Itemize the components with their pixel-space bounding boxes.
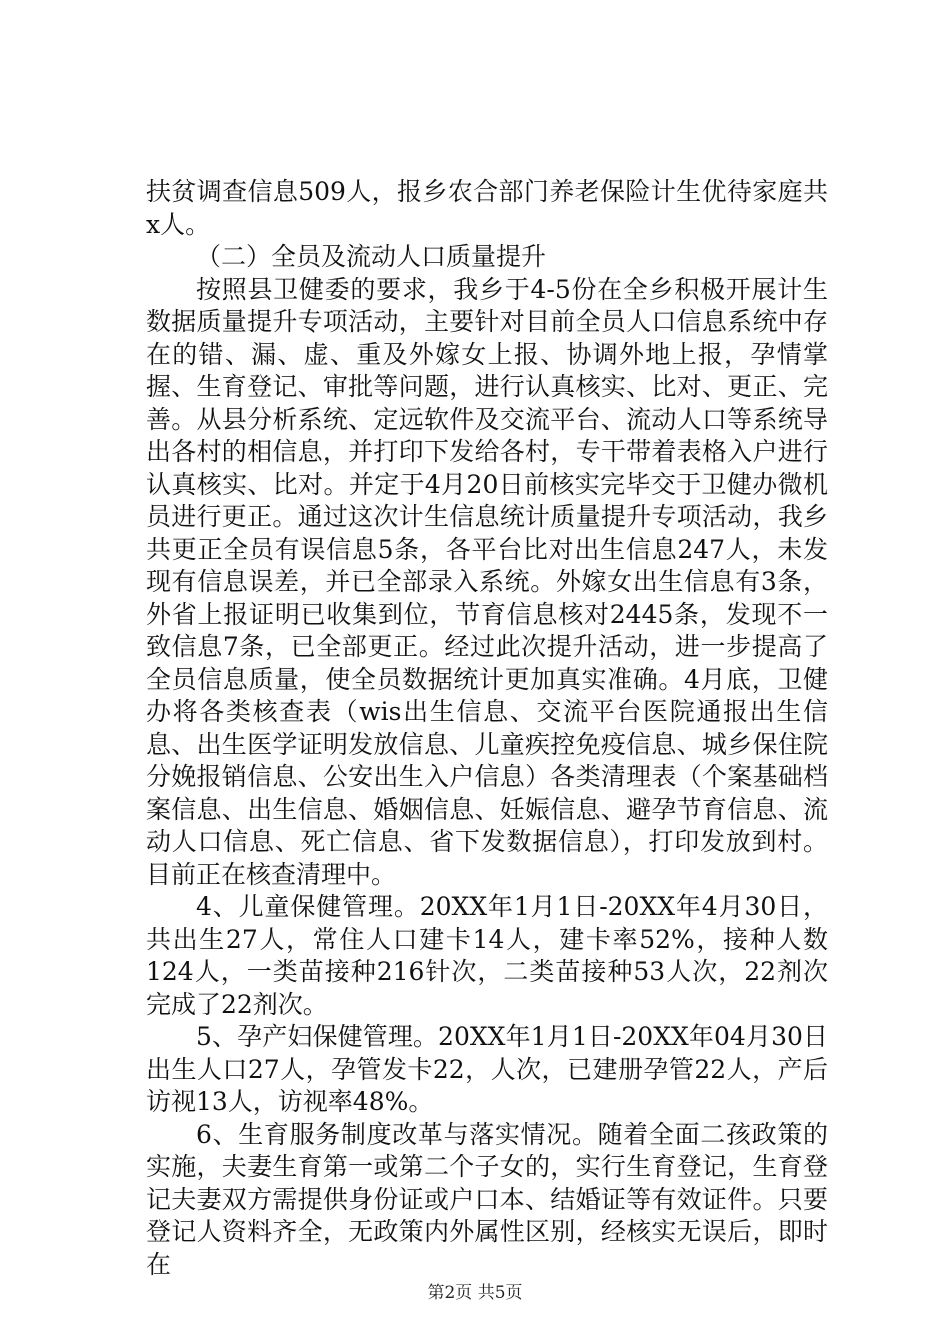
section-heading: （二）全员及流动人口质量提升 bbox=[196, 242, 547, 271]
paragraph-maternal-health: 5、孕产妇保健管理。20XX年1月1日-20XX年04月30日出生人口27人，孕管发卡22，人次，已建册孕管22人，产后访视13人，访视率48%。 bbox=[146, 1022, 828, 1116]
paragraph-quality-improvement: 按照县卫健委的要求，我乡于4-5份在全乡积极开展计生数据质量提升专项活动，主要针对目前全员人口信息系统中存在的错、漏、虚、重及外嫁女上报、协调外地上报，孕情掌握、生育登记、审批等问题，进行认真核实、比对、更正、完善。从县分析系统、定远软件及交流平台、流动人口等系统导出各村的相信息，并打印下发给各村，专干带着表格入户进行认真核实、比对。并定于4月20日前核实完毕交于卫健办微机员进行更正。通过这次计生信息统计质量提升专项活动，我乡共更正全员有误信息5条，各平台比对出生信息247人，未发现有信息误差，并已全部录入系统。外嫁女出生信息有3条，外省上报证明已收集到位，节育信息核对2445条，发现不一致信息7条，已全部更正。经过此次提升活动，进一步提高了全员信息质量，使全员数据统计更加真实准确。4月底，卫健办将各类核查表（wis出生信息、交流平台医院通报出生信息、出生医学证明发放信息、儿童疾控免疫信息、城乡保住院分娩报销信息、公安出生入户信息）各类清理表（个案基础档案信息、出生信息、婚姻信息、妊娠信息、避孕节育信息、流动人口信息、死亡信息、省下发数据信息），打印发放到村。目前正在核查清理中。 bbox=[146, 274, 828, 889]
document-body bbox=[146, 176, 828, 1281]
paragraph-child-health: 4、儿童保健管理。20XX年1月1日-20XX年4月30日，共出生27人，常住人口建卡14人，建卡率52%，接种人数124人，一类苗接种216针次，二类苗接种53人次，22剂次完成了22剂次。 bbox=[146, 892, 828, 1019]
paragraph-birth-service-reform: 6、生育服务制度改革与落实情况。随着全面二孩政策的实施，夫妻生育第一或第二个子女的，实行生育登记，生育登记夫妻双方需提供身份证或户口本、结婚证等有效证件。只要登记人资料齐全，无政策内外属性区别，经核实无误后，即时在 bbox=[146, 1119, 828, 1279]
page-number-footer: 第2页 共5页 bbox=[427, 1283, 523, 1303]
paragraph-continued: 扶贫调查信息509人，报乡农合部门养老保险计生优待家庭共x人。 bbox=[146, 177, 828, 239]
